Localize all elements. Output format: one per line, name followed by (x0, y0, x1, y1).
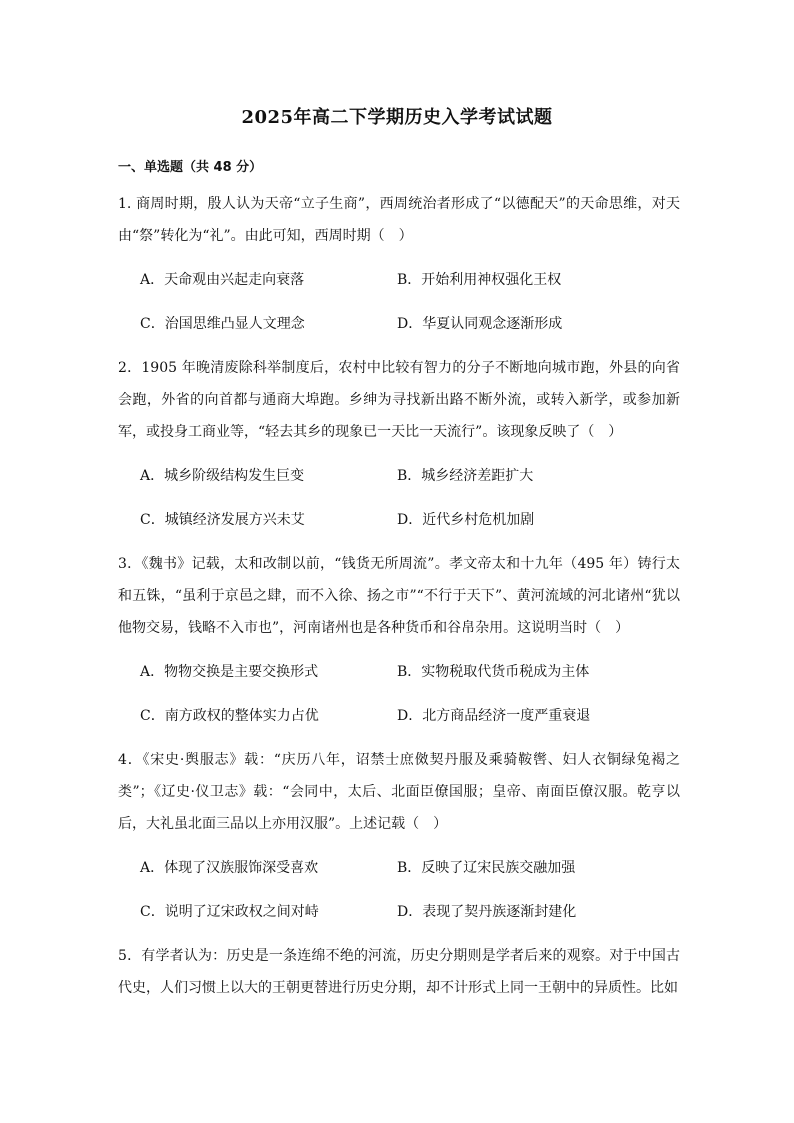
question-3-option-c: C．南方政权的整体实力占优 (140, 708, 319, 724)
question-4-option-a: A．体现了汉族服饰深受喜欢 (140, 860, 319, 876)
question-4-option-d: D．表现了契丹族逐渐封建化 (397, 904, 577, 920)
question-2-option-a: A．城乡阶级结构发生巨变 (140, 468, 305, 484)
question-4-option-c: C．说明了辽宋政权之间对峙 (140, 904, 319, 920)
question-2-stem: 2．1905 年晚清废除科举制度后，农村中比较有智力的分子不断地向城市跑，外县的向省会跑，外省的向首都与通商大埠跑。乡绅为寻找新出路不断外流，或转入新学，或参加新军，或投身工商业等，“轻去其乡的现象已一天比一天流行”。该现象反映了（ ） (118, 360, 680, 440)
question-3-option-d: D．北方商品经济一度严重衰退 (397, 708, 591, 724)
question-5-stem: 5．有学者认为：历史是一条连绵不绝的河流，历史分期则是学者后来的观察。对于中国古代史，人们习惯上以大的王朝更替进行历史分期，却不计形式上同一王朝中的异质性。比如 (118, 948, 680, 996)
question-1-option-a: A．天命观由兴起走向衰落 (140, 272, 305, 288)
question-2-option-c: C．城镇经济发展方兴未艾 (140, 512, 305, 528)
question-2-option-d: D．近代乡村危机加剧 (397, 512, 535, 528)
question-1-option-b: B．开始利用神权强化王权 (397, 272, 562, 288)
question-3-stem: 3．《魏书》记载，太和改制以前，“钱货无所周流”。孝文帝太和十九年（495 年）铸行太和五铢，“虽利于京邑之肆，而不入徐、扬之市”“不行于天下”、黄河流域的河北诸州“犹以他物交易，钱略不入市也”，河南诸州也是各种货币和谷帛杂用。这说明当时（ ） (118, 556, 680, 636)
page-title: 2025年高二下学期历史入学考试试题 (241, 107, 553, 128)
question-1-option-d: D．华夏认同观念逐渐形成 (397, 316, 563, 332)
question-4-stem: 4．《宋史·舆服志》载：“庆历八年，诏禁士庶傚契丹服及乘骑鞍辔、妇人衣铜绿兔褐之类”；《辽史·仪卫志》载：“会同中，太后、北面臣僚国服；皇帝、南面臣僚汉服。乾亨以后，大礼虽北面三品以上亦用汉服”。上述记载（ ） (118, 752, 680, 832)
question-2-option-b: B．城乡经济差距扩大 (397, 468, 534, 484)
question-3-option-b: B．实物税取代货币税成为主体 (397, 664, 590, 680)
question-1-stem: 1. 商周时期，殷人认为天帝“立子生商”，西周统治者形成了“以德配天”的天命思维，对天由“祭”转化为“礼”。由此可知，西周时期（ ） (118, 196, 680, 244)
question-4-option-b: B．反映了辽宋民族交融加强 (397, 860, 576, 876)
section-heading: 一、单选题（共 48 分） (118, 160, 263, 175)
question-1-option-c: C．治国思维凸显人文理念 (140, 316, 305, 332)
question-3-option-a: A．物物交换是主要交换形式 (140, 664, 319, 680)
